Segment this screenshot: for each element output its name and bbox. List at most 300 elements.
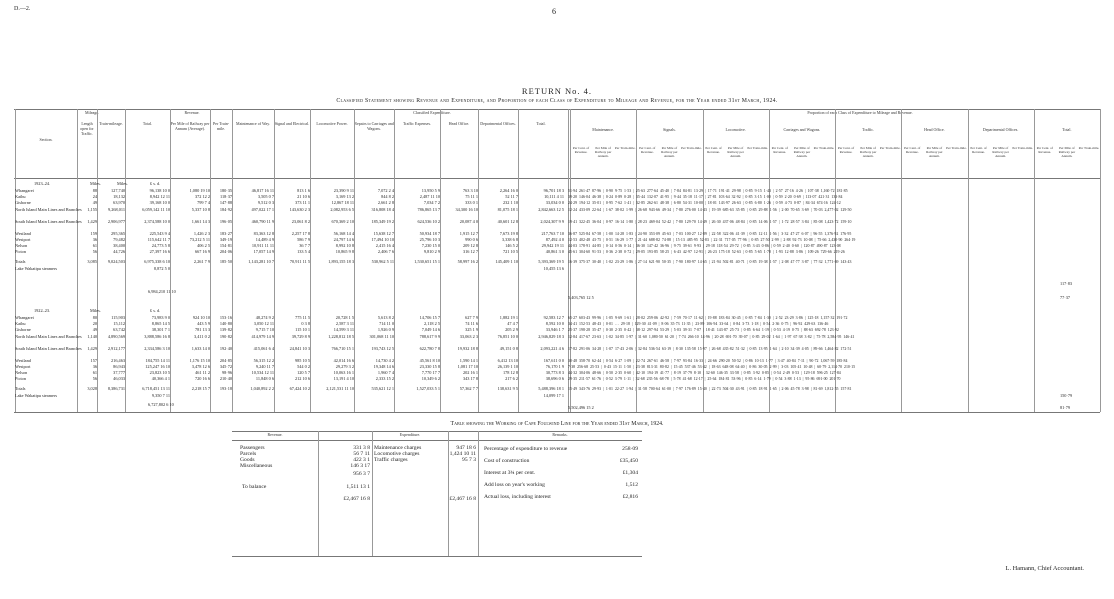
cell-rep: 1,960 7 4 (377, 370, 394, 375)
cell-ho: 58,997 16 2 (457, 259, 478, 265)
cape-foulwind-title: Table showing the Working of Cape Foulwind Line for the Year ended 31st March, 1924. (450, 421, 664, 427)
cell-props: 39·20 146·04 46·38 | 0·24 0·89 0·28 | 35·44 132·07 41·95 | 9·44 35·18 11·17 | 27·81 103·64 32·92 | 0·85 3·15 1·00 | 0·59 2·20 0·69 | 113·07 421·31 133·84 (568, 195, 843, 200)
cell-sig: 24,841 10 3 (289, 345, 310, 351)
cell-permile: 461 11 2 (195, 370, 210, 375)
cell-sig: 586 7 9 (297, 236, 310, 242)
prop-group-7: Total. (1062, 127, 1072, 132)
cell-train: 79,482 (113, 236, 125, 242)
cell-sig: 212 10 6 (294, 376, 310, 382)
column-header-maintenance: Maintenance of Way. (236, 121, 270, 126)
cell-traffic: 786,865 13 7 (417, 206, 440, 212)
cell-ptm: 98·96 (221, 370, 232, 375)
cell-dept: 232 1 10 (502, 200, 518, 206)
cell-totexp: 2,024,307 9 9 (540, 218, 564, 224)
cell-totexp: 96,701 18 3 (543, 188, 564, 193)
cell-total: 6,975,338 6 10 (144, 259, 170, 265)
to-balance-label: To balance (242, 484, 267, 490)
table-row (0, 315, 1114, 321)
cell-section: Gisborne (15, 327, 31, 333)
cell-section: Totals (15, 386, 26, 392)
cell-total: 225,543 9 4 (149, 230, 170, 236)
cell-ptm: 184·92 (219, 206, 232, 212)
block2-grand-revenue: 6,727,802 6 10 (148, 402, 174, 407)
prop-group-5: Head Office. (924, 127, 945, 132)
cell-maint: 46,817 16 11 (251, 188, 274, 193)
remark-value: £2,816 (622, 494, 638, 500)
cell-ho: 57,362 7 7 (459, 386, 478, 392)
cell-dept: 2,264 16 0 (499, 188, 518, 193)
to-balance-value: 1,511 13 1 (346, 484, 370, 490)
block2-extra-2: 81·79 (1060, 405, 1071, 410)
cell-sig: 133 5 4 (297, 249, 310, 255)
cell-maint: 83,363 12 8 (253, 230, 274, 236)
cell-total: 6,718,451 13 11 (142, 386, 170, 392)
cell-props: 45·61 304·60 91·53 | 0·36 2·38 0·72 | 29·05 193·85 58·25 | 6·43 42·97 12·91 | 26·23 175·18 52·63 | 0·85 5·65 1·70 | 1·93 12·88 3·86 | 109·26 729·66 219·26 (568, 250, 845, 255)
cell-traffic: 624,536 10 2 (417, 218, 440, 224)
cell-rep: 316,808 18 4 (371, 206, 394, 212)
remark-value: £35,450 (619, 458, 638, 464)
table-row (0, 200, 1114, 206)
t2-header-remarks: Remarks. (552, 432, 568, 437)
cell-ptm: 139·82 (219, 327, 232, 333)
cell-total: 3,888,586 16 8 (144, 333, 170, 339)
prop-subheader: Per Mile of Railway per Annum. (793, 146, 811, 158)
cell-traffic: 9,810 2 9 (423, 249, 440, 255)
cell-dept: 1,882 19 1 (499, 315, 518, 320)
cell-sig: 985 10 5 (294, 357, 310, 363)
prop-subheader: Per Cent. of Revenue. (970, 146, 987, 154)
column-header-per-mile: Per Mile of Railway per Annum (Average). (170, 121, 210, 131)
cell-length: 1,429 (87, 345, 97, 351)
cell-totexp: 167,611 0 0 (543, 357, 564, 363)
cell-traffic: 10,349 6 2 (421, 376, 440, 382)
cell-traffic: 25,796 10 3 (419, 236, 440, 242)
cell-traffic: 7,230 15 0 (421, 243, 440, 248)
totals-row (0, 259, 1114, 265)
table-row (0, 188, 1114, 194)
cell-section: Picton (15, 249, 26, 255)
remark-label: Actual loss, including interest (484, 494, 551, 500)
revenue-label: Parcels (240, 451, 257, 457)
cell-section: Nelson (15, 243, 28, 248)
cell-maint: 14,489 4 9 (255, 236, 274, 242)
cell-totexp: 2,093,221 4 6 (540, 345, 564, 351)
cell-loco: 24,797 14 6 (333, 236, 354, 242)
cell-sig: 775 11 5 (295, 315, 310, 320)
table-row (0, 321, 1114, 327)
cell-train: 9,024,503 (107, 259, 125, 265)
cell-totexp: 2,842,663 12 5 (538, 206, 564, 212)
revenue-value: 56 7 11 (353, 451, 370, 457)
cell-sig: 36 7 7 (299, 243, 310, 248)
cell-ho: 34,300 16 10 (455, 206, 478, 212)
cell-maint: 10,534 12 11 (251, 370, 274, 375)
cell-total: 2,374,588 10 0 (144, 218, 170, 224)
cell-permile: 443 5 9 (197, 321, 210, 327)
cell-rep: 17,494 10 10 (371, 236, 394, 242)
cell-props: 29·35 211·57 61·76 | 0·52 3·79 1·11 | 32·68 235·56 68·78 | 5·78 41·68 12·17 | 25·64 184·81 53·96 | 0·85 6·14 1·79 | 0·54 3·88 1·13 | 95·86 691·00 201·70 (568, 377, 841, 382)
cell-train: 4,890,569 (107, 333, 125, 339)
cell-traffic: 2,487 11 10 (419, 194, 440, 200)
cell-rep: 185,349 19 2 (371, 218, 394, 224)
cell-ptm: 204·06 (219, 249, 232, 255)
cell-loco: 20,728 1 5 (335, 315, 354, 320)
cell-train: 8,386,731 (107, 386, 125, 392)
cell-props: 12·53 402·48 43·75 | 0·51 16·29 1·77 | 21·44 688·82 74·88 | 15·13 485·95 52·83 | 22·31 717·05 77·96 | 0·85 27·50 2·99 | 2·88 92·73 10·08 | 75·66 2,430·90 264·19 (568, 237, 856, 242)
table-row (0, 364, 1114, 370)
cell-loco: 2,082,953 6 5 (330, 206, 354, 212)
cell-total: 8,942 12 11 (149, 194, 170, 200)
cell-totexp: 8,592 10 0 (545, 321, 564, 327)
column-header-repairs: Repairs to Carriages and Wagons. (354, 121, 394, 131)
prop-group-6: Departmental Offices. (982, 127, 1019, 132)
cell-total: 125,247 16 10 (145, 363, 170, 369)
cell-sig: 544 0 2 (297, 363, 310, 369)
cell-train: 37,777 (113, 370, 125, 375)
cell-ho: 343 17 8 (462, 376, 478, 382)
statement-subtitle: Classified Statement showing Revenue and Expenditure, and Proportion of each Class of Expenditure to Mileage and Revenue, for the Year ended 31st March, 1924. (336, 98, 778, 104)
cell-total: 115,642 11 7 (147, 236, 170, 242)
cell-permile: 73,212 5 11 (189, 236, 210, 242)
t2-header-revenue: Revenue. (267, 432, 283, 437)
cell-train: 216,463 (111, 357, 125, 363)
block2-units-miles: Miles. (90, 308, 101, 313)
cell-loco: 766,710 15 1 (331, 345, 354, 351)
cell-ho: 20,087 4 0 (459, 218, 478, 224)
cell-permile: 372 12 2 (194, 194, 210, 200)
cell-totexp: 40,861 3 0 (545, 249, 564, 255)
cell-dept: 7,673 19 8 (499, 230, 518, 236)
cell-maint: 11,848 0 6 (255, 376, 274, 382)
cell-loco: 14,599 3 11 (333, 327, 354, 333)
cell-sig: 2,257 17 8 (291, 230, 310, 236)
cell-ho: 316 12 7 (462, 249, 478, 255)
cell-dept: 146 5 2 (505, 243, 518, 248)
cell-traffic: 14,706 15 7 (419, 315, 440, 320)
cell-props: 30·48 358·70 62·44 | 0·54 6·27 1·09 | 22·74 267·61 46·58 | 7·97 93·84 16·33 | 24·66 290·20 50·52 | 0·86 10·13 1·77 | 3·47 40·84 7·11 | 90·72 1,067·59 185·84 (568, 358, 848, 363)
prop-subheader: Per Train-mile. (813, 146, 835, 150)
cell-total: 96,138 10 0 (149, 188, 170, 193)
cell-section: Westport (15, 236, 31, 242)
table-top-rule (14, 109, 1100, 110)
cell-train: 63,970 (113, 200, 125, 206)
cell-section: South Island Main Lines and Branches (15, 218, 82, 224)
prop-subheader: Per Mile of Railway per Annum. (992, 146, 1009, 158)
cell-dept: 3,338 6 8 (501, 236, 518, 242)
cell-traffic: 622,780 7 8 (419, 345, 440, 351)
prop-group-1: Signals. (662, 127, 676, 132)
cell-permile: 2,218 15 7 (191, 386, 210, 392)
cell-length: 88 (92, 188, 97, 193)
cell-ptm: 345·72 (219, 363, 232, 369)
cell-rep: 844 8 2 (381, 194, 394, 200)
cell-ptm: 147·88 (219, 200, 232, 206)
table-bottom-rule (14, 412, 1100, 413)
remark-label: Cost of construction (484, 458, 530, 464)
cell-sig: 143,630 2 3 (289, 206, 310, 212)
cell-total: 6,059,142 11 10 (142, 206, 170, 212)
prop-subheader: Per Train-mile. (1012, 146, 1033, 150)
cell-ho: 1,081 17 10 (457, 363, 478, 369)
revenue-label: Goods (240, 457, 255, 463)
cell-ho: 202 16 1 (462, 370, 478, 375)
cell-props: 44·03 178·91 44·85 | 0·14 0·56 0·14 | 36·30 147·42 36·96 | 9·75 39·61 9·93 | 29·18 118·54 29·72 | 0·85 3·43 0·86 | 0·59 2·40 0·60 | 120·87 490·87 123·08 (568, 244, 841, 248)
revenue-label: Miscellaneous (240, 463, 273, 469)
cell-props: 36·87 525·84 67·58 | 1·00 14·28 1·83 | 24·90 353·09 45·63 | 7·03 100·27 12·89 | 22·58 322·06 41·39 | 0·85 12·11 1·56 | 3·32 47·27 6·07 | 96·55 1,376·92 176·95 (568, 231, 852, 236)
cell-section: North Island Main Lines and Branches (15, 206, 82, 212)
cell-rep: 14,730 4 2 (375, 357, 394, 363)
cell-loco: 13,191 4 10 (333, 376, 354, 382)
cell-dept: 52 11 7 (505, 194, 518, 200)
expenditure-value: 95 7 3 (462, 457, 476, 463)
cell-rep: 714 11 0 (379, 321, 394, 327)
prop-subheader: Per Cent. of Revenue. (837, 146, 855, 154)
cell-permile: 1,176 15 10 (189, 357, 210, 363)
cell-loco: 10,063 16 1 (333, 370, 354, 375)
cell-total: 8,872 5 0 (153, 266, 170, 272)
cell-loco: 1,893,155 18 3 (328, 259, 354, 265)
cell-length: 1,429 (87, 218, 97, 224)
cell-dept: 6,412 13 10 (497, 357, 518, 363)
block1-year: 1923–24. (34, 181, 51, 186)
group-header-revenue: Revenue. (184, 110, 200, 115)
cell-totexp: 29,942 19 11 (541, 243, 564, 248)
cell-length: 20 (92, 321, 97, 327)
revenue-total: £2,467 16 8 (343, 496, 370, 502)
report-reference: D.—2. (14, 6, 31, 12)
cell-props: 51·94 261·47 87·96 | 0·90 9·75 1·53 | 25·63 277·64 45·40 | 7·84 84·81 13·29 | 17·71 191·41 29·98 | 0·85 9·15 1·43 | 2·57 27·16 4·26 | 107·38 1,160·72 181·85 (568, 189, 848, 193)
cell-ho: 763 3 10 (462, 188, 478, 193)
cell-rep: 535,621 12 1 (371, 386, 394, 392)
cell-permile: 720 16 6 (194, 376, 210, 382)
cell-section: Whangarei (15, 188, 34, 193)
cell-permile: 667 16 9 (194, 249, 210, 255)
cell-maint: 56,315 12 2 (253, 357, 274, 363)
cell-total: 39,168 10 0 (149, 200, 170, 206)
cell-section: Gisborne (15, 200, 31, 206)
cell-loco: 56,168 14 4 (333, 230, 354, 236)
cell-ptm: 185·50 (219, 259, 232, 265)
table-row (0, 370, 1114, 376)
prop-subheader: Per Mile of Railway per Annum. (661, 146, 678, 158)
revenue-value: 331 3 8 (353, 445, 370, 451)
cell-total: 73,983 9 0 (151, 315, 170, 320)
cell-maint: 10,911 11 11 (251, 243, 274, 248)
group-header-proportion: Proportion of each Class of Expenditure to Mileage and Revenue. (807, 110, 913, 115)
cell-permile: 1,661 14 3 (191, 218, 210, 224)
column-header-departmental: Departmental Offices. (480, 121, 516, 126)
cell-props: 65·27 603·43 99·96 | 1·05 9·69 1·61 | 28·02 259·06 42·92 | 7·59 70·17 11·62 | 19·88 183·84 30·45 | 0·85 7·84 1·30 | 2·52 23·29 3·86 | 125·18 1,157·32 191·72 (568, 316, 848, 320)
prop-subheader: Per Train-mile. (747, 146, 768, 150)
cell-rep: 1,926 0 9 (377, 327, 394, 333)
cell-ho: 333 0 1 (465, 200, 478, 206)
expenditure-value: 1,424 10 11 (449, 451, 476, 457)
table-row (0, 231, 1114, 237)
cell-totexp: 5,488,396 18 1 (538, 386, 564, 392)
cell-ho: 627 7 9 (465, 315, 478, 320)
t2-divider-2 (372, 431, 373, 556)
cell-props: 7·38 256·68 25·53 | 0·43 15·11 1·50 | 23·38 813·31 80·82 | 15·45 537·46 53·42 | 18·63 648·08 64·40 | 0·86 30·05 2·99 | 3·03 105·41 10·48 | 60·79 2,114·70 210·15 (568, 364, 856, 369)
revenue-value: 422 3 1 (353, 457, 370, 463)
remark-value: 258·09 (622, 446, 638, 452)
cell-rep: 15,638 12 7 (373, 230, 394, 236)
cell-rep: 7,072 2 4 (377, 188, 394, 193)
cell-maint: 414,979 14 9 (251, 333, 274, 339)
cell-maint: 9,715 7 10 (255, 327, 274, 333)
cell-traffic: 2,118 2 5 (424, 321, 440, 327)
cell-section: South Island Main Lines and Branches (15, 345, 82, 351)
cell-train: 46,033 (113, 376, 125, 382)
column-header-section: Section. (39, 137, 53, 142)
cell-permile: 799 7 4 (197, 200, 210, 206)
cell-loco: 29,279 3 2 (335, 363, 354, 369)
page-number: 6 (552, 7, 556, 16)
block2-grand-expenditure: 5,502,496 15 2 (568, 405, 594, 410)
table-header-rule (14, 178, 1100, 179)
cell-ptm: 210·40 (219, 376, 232, 382)
table-row (0, 207, 1114, 213)
cell-traffic: 788,617 9 9 (419, 333, 440, 339)
cell-traffic: 1,527,033 5 1 (416, 386, 440, 392)
cell-sig: 21 10 6 (297, 194, 310, 200)
cell-maint: 17,057 14 9 (253, 249, 274, 255)
t2-header-rule (232, 440, 642, 441)
block2-year: 1922–23. (34, 308, 51, 313)
cell-totexp: 14,099 17 1 (543, 393, 564, 399)
column-header-head-office: Head Office. (448, 121, 470, 126)
column-header-traffic: Traffic Expenses. (403, 121, 431, 126)
cell-loco: 1,228,812 18 5 (328, 333, 354, 339)
cell-traffic: 7,049 14 6 (421, 327, 440, 333)
cell-traffic: 7,034 7 2 (423, 200, 440, 206)
table-row (0, 334, 1114, 340)
table-row (0, 237, 1114, 243)
totals-row (0, 386, 1114, 392)
cell-props: 15·49 343·76 29·93 | 1·01 22·27 1·94 | 31·58 700·64 61·00 | 7·97 176·89 15·40 | 22·73 504·30 43·91 | 0·85 18·91 1·65 | 2·06 45·78 3·98 | 81·69 1,812·55 157·81 (568, 387, 852, 392)
prop-subheader: Per Train-mile. (946, 146, 967, 150)
cell-ptm: 193·18 (219, 386, 232, 392)
cell-dept: 145,409 1 10 (495, 259, 518, 265)
cell-total: 2,334,586 3 10 (144, 345, 170, 351)
cell-length: 49 (92, 327, 97, 333)
cell-sig: 120 5 7 (297, 370, 310, 375)
cell-ho: 19,932 18 8 (457, 345, 478, 351)
prop-subheader: Per Cent. of Revenue. (639, 146, 656, 154)
cell-length: 56 (92, 376, 97, 382)
cell-length: 159 (90, 230, 97, 236)
prop-group-4: Traffic. (862, 127, 875, 132)
cell-maint: 415,061 6 4 (253, 345, 274, 351)
cell-total: 24,773 5 8 (151, 243, 170, 248)
prop-subheader: Per Mile of Railway per Annum. (926, 146, 943, 158)
cell-train: 295,365 (111, 230, 125, 236)
revenue-label: Passengers (240, 445, 265, 451)
column-header-signal: Signal and Electrical. (274, 121, 310, 126)
prop-group-0: Maintenance. (592, 127, 614, 132)
cell-rep: 301,068 11 10 (369, 333, 394, 339)
prop-subheader: Per Mile of Railway per Annum. (594, 146, 612, 158)
cell-totexp: 10,455 13 6 (543, 266, 564, 272)
table-row (0, 219, 1114, 225)
cell-length: 24 (92, 194, 97, 200)
cell-sig: 23,061 8 2 (291, 218, 310, 224)
cell-train: 2,906,977 (107, 218, 125, 224)
cell-totexp: 38,696 0 6 (545, 376, 564, 382)
cell-length: 1,140 (87, 333, 97, 339)
cell-loco: 12,867 18 11 (331, 200, 354, 206)
block1-grand-expenditure: 5,403,765 12 5 (568, 295, 594, 300)
prop-subheader: Per Mile of Railway per Annum. (1058, 146, 1076, 158)
cell-totexp: 30,773 8 3 (545, 370, 564, 375)
cell-maint: 1,040,892 2 2 (250, 386, 274, 392)
remark-value: 1,512 (625, 482, 638, 488)
cell-permile: 781 13 3 (194, 327, 210, 333)
cell-sig: 115 10 1 (295, 327, 310, 333)
cell-dept: 81,075 18 1 (497, 206, 518, 212)
prop-subheader: Per Train-mile. (614, 146, 636, 150)
cell-train: 127,740 (111, 188, 125, 193)
prop-subheader: Per Cent. of Revenue. (771, 146, 788, 154)
cell-section: Nelson (15, 370, 28, 375)
t2-top-rule (232, 431, 642, 432)
return-title: RETURN No. 4. (521, 86, 593, 96)
cell-dept: 26,139 1 10 (497, 363, 518, 369)
cell-length: 36 (92, 363, 97, 369)
cell-length: 61 (92, 243, 97, 248)
lake-wakatipu-row (0, 393, 1114, 399)
cell-props: 16·39 375·37 30·40 | 1·02 23·29 1·86 | 27·14 621·90 50·35 | 7·90 180·97 14·65 | 21·94 502·81 40·71 | 0·85 19·38 1·57 | 2·08 47·77 3·87 | 77·32 1,771·69 143·43 (568, 260, 852, 265)
cell-rep: 2,415 16 4 (375, 243, 394, 248)
cell-dept: 76,851 10 0 (497, 333, 518, 339)
cell-total: 184,755 14 11 (145, 357, 170, 363)
remark-label: Percentage of expenditure to revenue (484, 446, 568, 452)
table-row (0, 249, 1114, 255)
t2-bottom-rule (232, 556, 642, 557)
cell-rep: 2,406 7 6 (377, 249, 394, 255)
cell-loco: 2,121,531 11 10 (326, 386, 354, 392)
cell-length: 36 (92, 236, 97, 242)
cell-length: 49 (92, 200, 97, 206)
cell-total: 8,865 14 5 (151, 321, 170, 327)
cell-traffic: 7,770 17 7 (421, 370, 440, 375)
cell-ho: 1,915 12 7 (459, 230, 478, 236)
cell-section: Kaihu (15, 194, 26, 200)
cell-props: 12·24 433·09 22·64 | 1·67 38·02 1·99 | 26·68 943·66 49·34 | 7·80 276·00 14·43 | 19·39 685·63 35·85 | 0·85 29·88 1·56 | 2·00 70·65 3·69 | 70·03 2,477·02 129·50 (568, 207, 852, 212)
prop-subheader: Per Cent. of Revenue. (572, 146, 590, 154)
cell-sig: 67,424 10 2 (289, 386, 310, 392)
cell-totexp: 33,946 1 7 (545, 327, 564, 333)
expenditure-value: 947 18 6 (456, 445, 476, 451)
block1-units-train: Miles. (117, 181, 128, 186)
cell-totexp: 10,111 4 11 (544, 194, 564, 200)
cell-length: 3,085 (87, 259, 97, 265)
expenditure-label: Maintenance charges (374, 445, 422, 451)
cell-ptm: 190·82 (219, 333, 232, 339)
cell-permile: 3,411 0 2 (194, 333, 210, 339)
cell-ho: 1,590 14 1 (459, 357, 478, 363)
cell-total: 9,350 7 11 (151, 393, 170, 399)
cell-maint: 460,790 11 9 (251, 218, 274, 224)
cell-maint: 1,143,281 10 7 (248, 259, 274, 265)
column-header-locomotive: Locomotive Power. (316, 121, 348, 126)
cell-rep: 2,661 2 8 (377, 200, 394, 206)
cell-props: 44·32 304·06 48·66 | 0·50 2·35 0·60 | 42·10 194·19 41·77 | 8·19 37·79 8·10 | 32·60 146·35 33·58 | 0·85 3·92 0·85 | 0·54 2·49 0·53 | 129·18 596·25 127·84 (568, 371, 841, 375)
cell-permile: 1,426 2 3 (193, 230, 210, 236)
cell-maint: 3,050 12 11 (253, 321, 274, 327)
cell-permile: 406 2 5 (197, 243, 210, 248)
cell-dept: 47 4 7 (507, 321, 518, 327)
cell-length: 80 (92, 315, 97, 320)
